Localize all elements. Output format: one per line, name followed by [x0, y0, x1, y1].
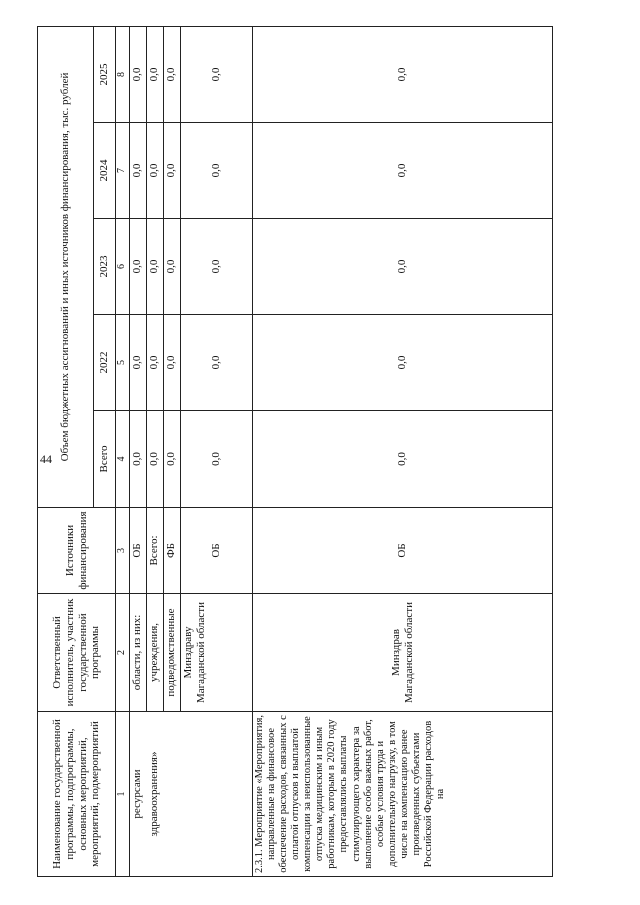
- header-name: Наименование государственной программы, подпрограммы, основных мероприятий, мероприятий, подмероприятий: [38, 712, 116, 877]
- table-cell-value: 0,0: [147, 315, 164, 411]
- col-number: 2: [116, 594, 130, 712]
- table-row-name: [181, 712, 253, 877]
- header-year: 2024: [94, 123, 116, 219]
- col-number: 8: [116, 26, 130, 122]
- table-cell-value: 0,0: [253, 315, 553, 411]
- table-row-source: ОБ: [181, 508, 253, 594]
- table-cell-value: 0,0: [147, 26, 164, 122]
- table-row-source: ОБ: [130, 508, 147, 594]
- table-row-source: ОБ: [253, 508, 553, 594]
- table-cell-value: 0,0: [147, 219, 164, 315]
- table-cell-value: 0,0: [164, 315, 181, 411]
- col-number: 3: [116, 508, 130, 594]
- table-row-executor: подведомственные: [164, 594, 181, 712]
- table-row-name: здравоохранения»: [147, 712, 164, 877]
- header-year: 2022: [94, 315, 116, 411]
- table-cell-value: 0,0: [164, 123, 181, 219]
- table-cell-value: 0,0: [181, 123, 253, 219]
- table-cell-value: 0,0: [164, 219, 181, 315]
- table-row-executor: учреждения,: [147, 594, 164, 712]
- rotated-table-sheet: [37, 27, 607, 877]
- table-cell-value: 0,0: [164, 411, 181, 508]
- table-row-source: ФБ: [164, 508, 181, 594]
- col-number: 1: [116, 712, 130, 877]
- table-cell-value: 0,0: [181, 26, 253, 122]
- header-year: 2025: [94, 26, 116, 122]
- table-cell-value: 0,0: [181, 411, 253, 508]
- table-cell-value: 0,0: [147, 411, 164, 508]
- table-row-name: ресурсами: [130, 712, 147, 877]
- table-cell-value: 0,0: [147, 123, 164, 219]
- table-cell-value: 0,0: [253, 123, 553, 219]
- header-source: Источники финансирования: [38, 508, 116, 594]
- table-cell-value: 0,0: [253, 411, 553, 508]
- table-cell-value: 0,0: [130, 123, 147, 219]
- table-cell-value: 0,0: [130, 411, 147, 508]
- table-cell-value: 0,0: [253, 219, 553, 315]
- table-row-source: Всего:: [147, 508, 164, 594]
- table-cell-value: 0,0: [181, 219, 253, 315]
- header-volume: Объем бюджетных ассигнований и иных источников финансирования, тыс. рублей: [38, 26, 94, 507]
- table-row-executor: области, из них:: [130, 594, 147, 712]
- col-number: 6: [116, 219, 130, 315]
- page-number: 44: [40, 452, 52, 466]
- table-cell-value: 0,0: [253, 26, 553, 122]
- header-year: 2023: [94, 219, 116, 315]
- table-cell-value: 0,0: [130, 26, 147, 122]
- table-cell-value: 0,0: [130, 219, 147, 315]
- table-cell-value: 0,0: [164, 26, 181, 122]
- col-number: 7: [116, 123, 130, 219]
- col-number: 5: [116, 315, 130, 411]
- col-number: 4: [116, 411, 130, 508]
- table-row-executor: Минздрав Магаданской области: [253, 594, 553, 712]
- table-row-name: [164, 712, 181, 877]
- table-row-executor: Минздраву Магаданской области: [181, 594, 253, 712]
- table-cell-value: 0,0: [181, 315, 253, 411]
- table-row-name: 2.3.1. Мероприятие «Мероприятия, направленные на финансовое обеспечение расходов, связанных с оплатой отпусков и выплатой компенсации за неиспользованные отпуска медицинским и иным работникам, которым в 2020 году предоставлялись выплаты стимулирующего характера за выполнение особо важных работ, особые условия труда и дополнительную нагрузку, в том числе на компенсацию ранее произведенных субъектами Российской Федерации расходов на: [253, 712, 553, 877]
- header-total: Всего: [94, 411, 116, 508]
- header-executor: Ответственный исполнитель, участник государственной программы: [38, 594, 116, 712]
- financing-table: [37, 26, 553, 877]
- table-cell-value: 0,0: [130, 315, 147, 411]
